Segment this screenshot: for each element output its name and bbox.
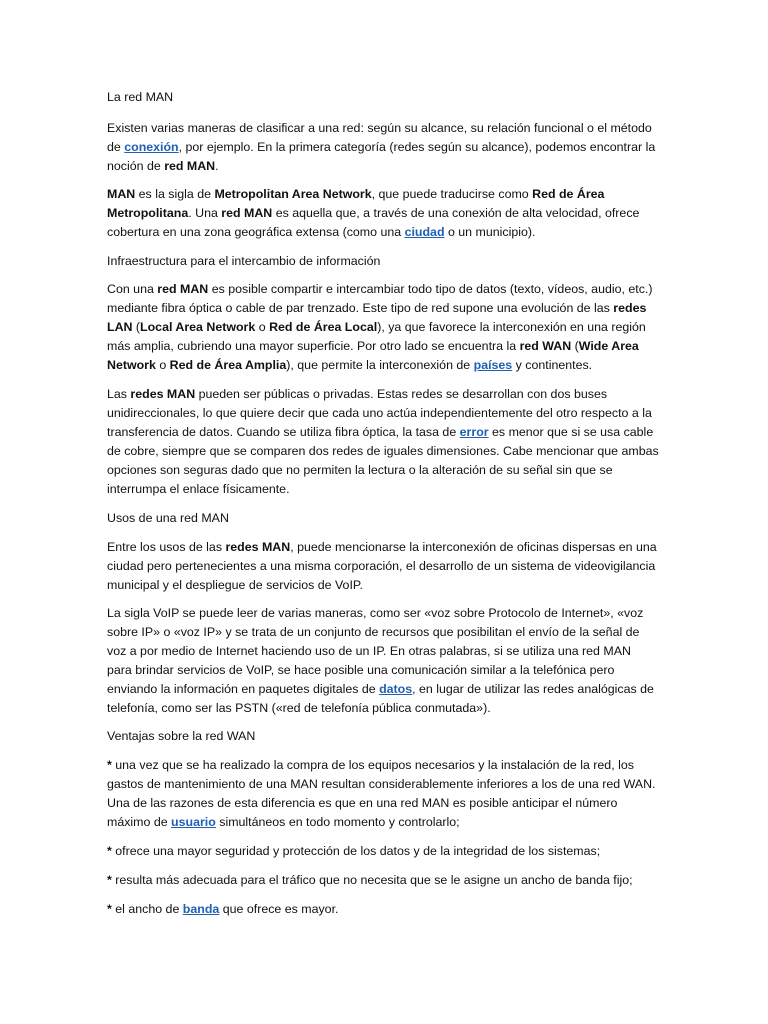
bold-text: Metropolitan Area Network	[214, 187, 372, 201]
link-conexion[interactable]: conexión	[124, 139, 179, 154]
heading-text: Usos de una red MAN	[107, 511, 229, 525]
text: Con una	[107, 282, 158, 296]
text: que ofrece es mayor.	[219, 902, 339, 916]
text: Entre los usos de las	[107, 540, 226, 554]
bold-text: red MAN	[221, 205, 273, 220]
text: , en lugar de utilizar las redes analógicas de telefonía, como ser las PSTN («red de telefonía pública conmutada»).	[107, 681, 654, 715]
list-item	[107, 871, 633, 890]
bold-text: Local Area Network	[140, 319, 256, 334]
list-item	[107, 900, 338, 919]
bold-text: red MAN	[164, 158, 216, 173]
text: el ancho de	[111, 902, 183, 916]
bold-text: red MAN	[157, 282, 209, 296]
bullet-marker: *	[107, 844, 112, 858]
bold-text: redes LAN	[107, 300, 647, 334]
paragraph-usos	[107, 538, 659, 595]
bold-text: Red de Área Amplia	[169, 357, 287, 372]
bold-text: redes MAN	[130, 387, 196, 401]
text: es aquella que, a través de una conexión de alta velocidad, ofrece cobertura en una zona geográfica extensa (como una	[107, 205, 640, 239]
bullet-marker: *	[107, 758, 112, 772]
text: ofrece una mayor seguridad y protección de los datos y de la integridad de los sistemas;	[111, 844, 601, 858]
text: (	[571, 338, 579, 353]
text: Las	[107, 387, 131, 401]
text: pueden ser públicas o privadas. Estas redes se desarrollan con dos buses unidireccionales, lo que quiere decir que cada uno actúa independientemente del otro respecto a la transferencia de datos. Cuando se utiliza fibra óptica, la tasa de	[107, 387, 652, 439]
text: (	[132, 319, 141, 334]
heading-text: Infraestructura para el intercambio de información	[107, 254, 381, 268]
text: .	[215, 158, 219, 173]
text: es menor que si se usa cable de cobre, siempre que se comparen dos redes de iguales dimensiones. Cabe mencionar que ambas opciones son seguras dado que no permiten la lectura o la alteración de su señal sin que se interrumpa el enlace físicamente.	[107, 424, 659, 496]
text: , por ejemplo. En la primera categoría (redes según su alcance), podemos encontrar la noción de	[107, 139, 656, 173]
link-banda[interactable]: banda	[182, 902, 220, 916]
text: o un municipio).	[444, 224, 536, 239]
link-error[interactable]: error	[459, 424, 489, 439]
paragraph-definition	[107, 185, 659, 242]
text: ), ya que favorece la interconexión en una región más amplia, cubriendo una mayor superficie. Por otro lado se encuentra la	[107, 319, 646, 353]
paragraph-publicas-privadas	[107, 385, 659, 498]
bold-text: redes MAN	[225, 540, 291, 554]
bold-text: Red de Área Metropolitana	[107, 187, 605, 220]
bold-text: MAN	[107, 187, 136, 201]
text: ), que permite la interconexión de	[286, 357, 474, 372]
link-usuario[interactable]: usuario	[171, 814, 216, 829]
list-item	[107, 842, 600, 861]
text: Existen varias maneras de clasificar a una red: según su alcance, su relación funcional o el método de	[107, 121, 652, 154]
text: . Una	[188, 205, 222, 220]
heading-infraestructura	[107, 252, 380, 271]
text: es la sigla de	[135, 187, 215, 201]
text: resulta más adecuada para el tráfico que no necesita que se le asigne un ancho de banda fijo;	[111, 873, 633, 887]
text: o	[255, 319, 270, 334]
list-item	[107, 756, 659, 832]
paragraph-intro	[107, 119, 659, 176]
heading-ventajas	[107, 727, 255, 746]
text: una vez que se ha realizado la compra de los equipos necesarios y la instalación de la red, los gastos de mantenimiento de una MAN resultan considerablemente inferiores a los de una red WAN. Una de las razones de esta diferencia es que en una red MAN es posible anticipar el número máximo de	[107, 758, 656, 829]
text: y continentes.	[512, 357, 593, 372]
text: , que puede traducirse como	[371, 187, 533, 201]
heading-red-man	[107, 88, 173, 107]
text: simultáneos en todo momento y controlarlo;	[215, 814, 460, 829]
paragraph-voip	[107, 604, 659, 717]
text: o	[155, 357, 170, 372]
bold-text: Wide Area Network	[107, 338, 639, 372]
heading-usos	[107, 509, 229, 528]
paragraph-infraestructura	[107, 280, 659, 375]
text: es posible compartir e intercambiar todo tipo de datos (texto, vídeos, audio, etc.) mediante fibra óptica o cable de par trenzado. Este tipo de red supone una evolución de las	[107, 282, 653, 315]
text: , puede mencionarse la interconexión de oficinas dispersas en una ciudad pero pertenecientes a una misma corporación, el desarrollo de un sistema de videovigilancia municipal y el despliegue de servicios de VoIP.	[107, 540, 657, 592]
bold-text: red WAN	[519, 338, 572, 353]
bullet-marker: *	[107, 873, 112, 887]
bullet-marker: *	[107, 902, 112, 916]
heading-text: Ventajas sobre la red WAN	[107, 729, 256, 743]
link-paises[interactable]: países	[473, 357, 513, 372]
link-datos[interactable]: datos	[379, 681, 413, 696]
text: La sigla VoIP se puede leer de varias maneras, como ser «voz sobre Protocolo de Internet», «voz sobre IP» o «voz IP» y se trata de un conjunto de recursos que posibilitan el envío de la señal de voz a por medio de Internet haciendo uso de un IP. En otras palabras, si se utiliza una red MAN para brindar servicios de VoIP, se hace posible una comunicación similar a la telefónica pero enviando la información en paquetes digitales de	[107, 606, 644, 696]
bold-text: Red de Área Local	[269, 319, 378, 334]
heading-text: La red MAN	[107, 90, 174, 104]
link-ciudad[interactable]: ciudad	[404, 224, 445, 239]
